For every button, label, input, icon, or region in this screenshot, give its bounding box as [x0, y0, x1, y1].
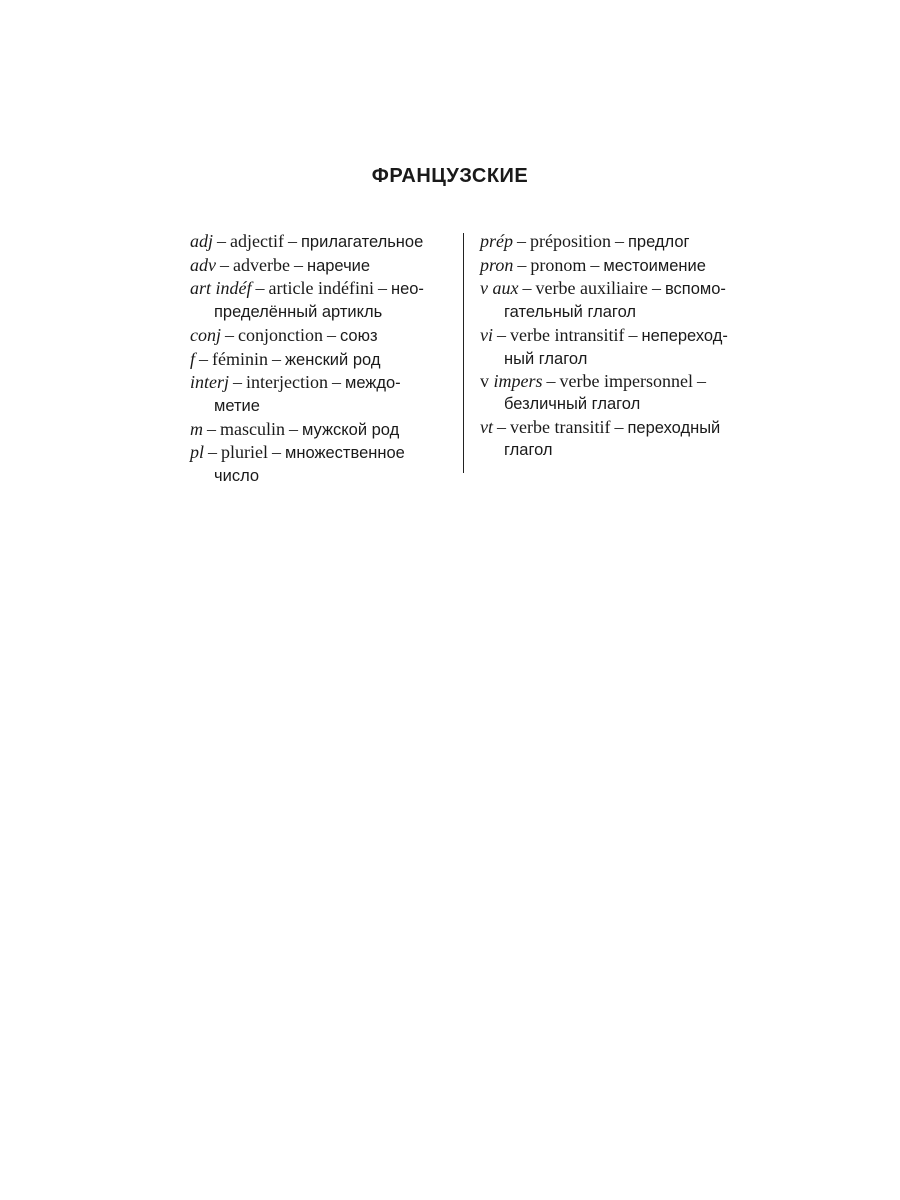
abbreviations-left-column: [190, 230, 448, 488]
dash: –: [628, 324, 638, 345]
abbreviation: pron: [480, 254, 514, 275]
abbreviation-entry: [190, 418, 448, 442]
dash: –: [326, 324, 336, 345]
dash: –: [614, 416, 624, 437]
russian-term: предлог: [628, 233, 690, 251]
abbreviation: interj: [190, 372, 229, 393]
dash: –: [377, 278, 387, 299]
abbreviation-entry: [190, 277, 448, 323]
russian-term: прилагательное: [300, 233, 424, 251]
abbreviation: conj: [190, 324, 221, 345]
dash: –: [208, 442, 218, 463]
abbreviation-entry: [190, 348, 448, 372]
french-term: pluriel: [221, 442, 269, 463]
french-term: préposition: [530, 231, 611, 251]
dash: –: [497, 324, 506, 345]
dash: –: [272, 442, 282, 463]
abbreviation: prép: [480, 231, 513, 251]
abbreviation-entry: [190, 371, 448, 417]
french-term: article indéfini: [268, 278, 374, 299]
dash: –: [217, 231, 227, 251]
dash: –: [225, 324, 234, 345]
abbreviation-entry: [190, 230, 448, 254]
abbreviation-entry: [480, 370, 738, 415]
abbreviation: impers: [493, 371, 543, 392]
abbreviations-right-column: [480, 230, 738, 462]
dash: –: [199, 348, 209, 369]
abbreviation-entry: [190, 254, 448, 278]
abbreviation: adj: [190, 231, 214, 251]
dash: –: [522, 278, 532, 299]
abbreviation-entry: [480, 254, 738, 278]
russian-term-continuation: глагол: [504, 441, 553, 460]
abbreviation-entry: [190, 441, 448, 487]
dash: –: [207, 418, 216, 439]
french-term: verbe intransitif: [510, 324, 625, 345]
dash: –: [233, 372, 242, 393]
dash: –: [289, 418, 298, 439]
abbreviation-prefix: v: [480, 371, 494, 392]
russian-term: вспомо-: [664, 280, 726, 299]
french-term: verbe transitif: [510, 416, 611, 437]
russian-term: женский род: [285, 350, 381, 369]
french-term: féminin: [212, 348, 269, 369]
abbreviation: f: [190, 348, 196, 369]
abbreviation: vi: [480, 324, 493, 345]
dash: –: [615, 231, 624, 251]
abbreviation: pl: [190, 442, 205, 463]
abbreviation: art indéf: [190, 278, 252, 299]
russian-term: наречие: [306, 256, 371, 275]
abbreviation-entry: [480, 230, 738, 254]
abbreviation-entry: [480, 277, 738, 323]
dash: –: [651, 278, 661, 299]
abbreviation: vt: [480, 416, 493, 437]
column-divider: [463, 233, 464, 473]
dash: –: [287, 231, 297, 251]
russian-term-continuation: пределённый артикль: [214, 303, 383, 322]
french-term: verbe auxiliaire: [535, 278, 648, 299]
russian-term: переходный: [627, 418, 721, 437]
russian-term: союз: [339, 326, 378, 345]
dash: –: [517, 231, 526, 251]
russian-term-continuation: гательный глагол: [504, 303, 637, 322]
abbreviation: adv: [190, 254, 216, 275]
abbreviation-entry: [190, 324, 448, 348]
dash: –: [255, 278, 265, 299]
dash: –: [696, 371, 706, 392]
dash: –: [497, 416, 506, 437]
dash: –: [331, 372, 341, 393]
section-heading: ФРАНЦУЗСКИЕ: [371, 165, 529, 187]
russian-term-continuation: число: [214, 467, 260, 486]
russian-term-continuation: безличный глагол: [504, 394, 641, 413]
dash: –: [590, 254, 600, 275]
russian-term: междо-: [344, 374, 401, 393]
russian-term: местоимение: [603, 256, 706, 275]
abbreviation-entry: [480, 324, 738, 370]
dash: –: [293, 254, 303, 275]
dash: –: [546, 371, 556, 392]
french-term: pronom: [530, 254, 587, 275]
french-term: conjonction: [238, 324, 323, 345]
abbreviation-entry: [480, 416, 738, 462]
russian-term: множественное: [285, 444, 405, 463]
french-term: adjectif: [230, 231, 284, 251]
russian-term: мужской род: [302, 420, 400, 439]
dash: –: [517, 254, 527, 275]
abbreviation: v aux: [480, 278, 519, 299]
russian-term-continuation: метие: [214, 396, 260, 415]
french-term: masculin: [220, 418, 285, 439]
dash: –: [272, 348, 282, 369]
russian-term: непереход-: [641, 326, 728, 345]
french-term: adverbe: [233, 254, 290, 275]
french-term: verbe impersonnel: [559, 371, 693, 392]
abbreviation: m: [190, 418, 203, 439]
dash: –: [220, 254, 229, 275]
russian-term-continuation: ный глагол: [504, 349, 588, 368]
french-term: interjection: [246, 372, 328, 393]
russian-term: нео-: [390, 280, 424, 299]
